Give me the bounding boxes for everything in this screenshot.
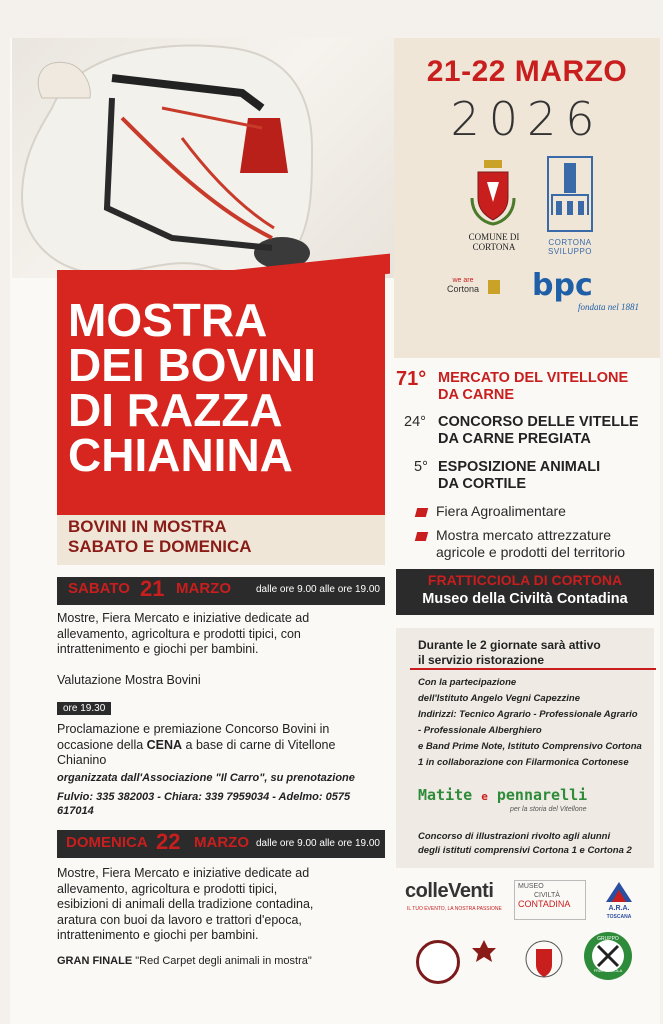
tower-icon [488,280,500,294]
ara-logo-icon [604,880,634,904]
sunday-day: DOMENICA [66,834,148,851]
saturday-month: MARZO [176,580,231,597]
saturday-num: 21 [140,576,165,601]
band-crest-icon [524,935,564,985]
program-mostra-mercato: Mostra mercato attrezzature agricole e prodotti del territorio [436,527,626,560]
sunday-description: Mostre, Fiera Mercato e iniziative dedicate ad allevamento, agricoltura e prodotti tipici, esibizioni di animali della tradizione contadina, aratura con buoi da lavoro e trattori d'epoca, intrattenimento e giochi per bambini. [57,866,314,942]
museo-label: MUSEO CIVILTÀ CONTADINA [518,883,571,909]
colleventi-tagline: IL TUO EVENTO, LA NOSTRA PASSIONE [407,906,502,912]
saturday-proclamazione: Proclamazione e premiazione Concorso Bovini in occasione della CENA a base di carne di Vitellone Chianino [57,722,336,767]
leaf-logo-icon [472,940,496,962]
partecipazione: Con la partecipazione dell'Istituto Angelo Vegni Capezzine Indirizzi: Tecnico Agrario - Professionale Agrario - Professionale Alberghiero e Band Prime Note, Istituto Comprensivo Cortona 1 in collaborazione con Filarmonica Cortonese [418,677,642,768]
program-mercato: 71° MERCATO DEL VITELLONE DA CARNE [396,368,629,403]
saturday-day: SABATO [68,580,130,597]
event-dates: 21-22 MARZO [426,55,628,88]
subtitle: BOVINI IN MOSTRA SABATO E DOMENICA [68,517,252,556]
saturday-valutazione: Valutazione Mostra Bovini [57,673,201,687]
we-are-cortona-logo: we are Cortona [446,277,480,294]
program-fiera: Fiera Agroalimentare [436,503,566,519]
cow-head-image [12,38,394,278]
sunday-hours: dalle ore 9.00 alle ore 19.00 [256,838,380,849]
location-place: FRATTICCIOLA DI CORTONA [427,572,623,588]
main-title: MOSTRA DEI BOVINI DI RAZZA CHIANINA [68,294,316,481]
bpc-logo: bpc [532,268,593,303]
gruppo-sub: FRATTICCIOLA [593,968,623,973]
sunday-num: 22 [156,829,181,854]
comune-crest-icon [470,158,516,228]
saturday-time-tag: ore 19.30 [57,702,111,715]
saturday-organizer: organizzata dall'Associazione "Il Carro", su prenotazione [57,772,355,784]
sunday-finale: GRAN FINALE "Red Carpet degli animali in mostra" [57,955,312,967]
matite-logo: Matite e pennarelli [418,786,588,804]
saturday-hours: dalle ore 9.00 alle ore 19.00 [256,584,380,595]
comune-label: COMUNE DI CORTONA [468,232,520,252]
sunday-month: MARZO [194,834,249,851]
concorso-illustrazioni: Concorso di illustrazioni rivolto agli alunni degli istituti comprensivi Cortona 1 e Cortona 2 [418,831,632,856]
colleventi-logo: colleVenti [405,880,494,902]
gruppo-label: GRUPPO [597,936,619,942]
event-year: 2026 [450,92,604,146]
saturday-description: Mostre, Fiera Mercato e iniziative dedicate ad allevamento, agricoltura e prodotti tipici, con intrattenimento e giochi per bambini. [57,611,310,656]
saturday-contacts: Fulvio: 335 382003 - Chiara: 339 7959034 - Adelmo: 0575 617014 [57,791,351,817]
matite-subtitle: per la storia del Vitellone [510,806,587,813]
sviluppo-label: CORTONA SVILUPPO [547,238,592,256]
ristorazione-note: Durante le 2 giornate sarà attivo il servizio ristorazione [418,638,601,667]
ara-label: A.R.A. TOSCANA [606,905,632,920]
cow-photo [12,38,394,278]
bpc-since: fondata nel 1881 [578,302,639,312]
cortona-sviluppo-logo-icon [546,155,594,233]
divider [410,668,656,670]
location-museum: Museo della Civiltà Contadina [422,591,628,607]
carro-association-icon [416,940,460,984]
